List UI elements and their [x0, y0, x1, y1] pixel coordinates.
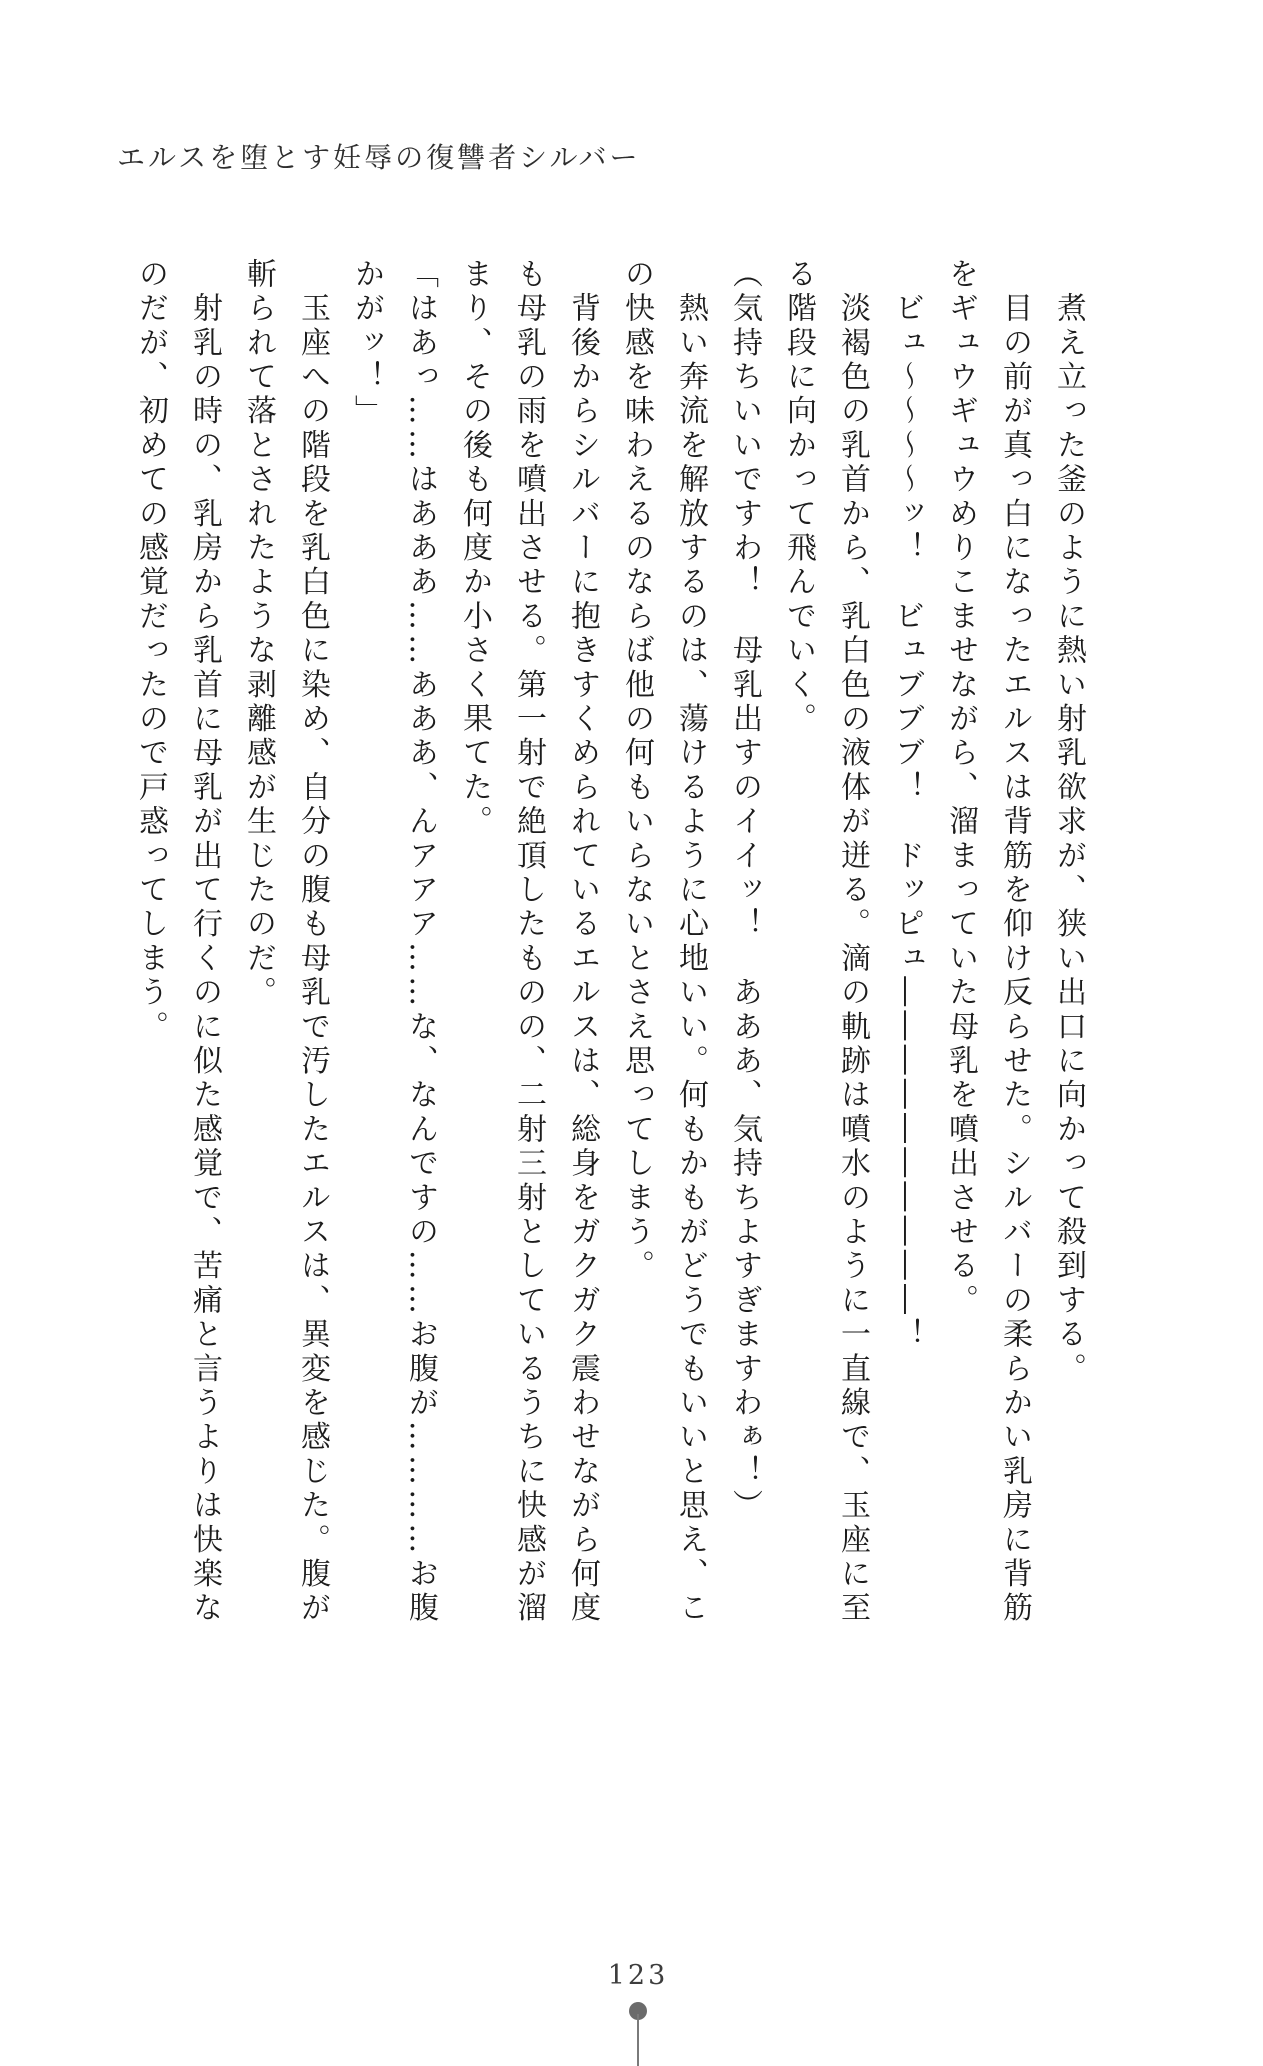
footer-vertical-line — [637, 2014, 639, 2066]
text-line: る階段に向かって飛んでいく。 — [781, 258, 816, 737]
text-line: 「はあっ……はあああ……あああ、んアアア……な、なんですの……お腹が…………お腹 — [403, 258, 438, 1626]
text-line: まり、その後も何度か小さく果てた。 — [457, 258, 492, 840]
text-line: のだが、初めての感覚だったので戸惑ってしまう。 — [133, 258, 168, 1045]
text-line: 斬られて落とされたような剥離感が生じたのだ。 — [241, 258, 276, 1011]
text-line: 熱い奔流を解放するのは、蕩けるように心地いい。何もかもがどうでもいいと思え、こ — [673, 258, 708, 1626]
text-line: ビュ～～～～ッ！ ビュブブブ！ ドッピュ――――――――――！ — [889, 258, 924, 1353]
text-line: も母乳の雨を噴出させる。第一射で絶頂したものの、二射三射としているうちに快感が溜 — [511, 258, 546, 1626]
text-line: をギュウギュウめりこませながら、溜まっていた母乳を噴出させる。 — [943, 258, 978, 1319]
text-line: 目の前が真っ白になったエルスは背筋を仰け反らせた。シルバーの柔らかい乳房に背筋 — [997, 258, 1032, 1626]
text-line: 射乳の時の、乳房から乳首に母乳が出て行くのに似た感覚で、苦痛と言うよりは快楽な — [187, 258, 222, 1626]
body-text — [123, 258, 1095, 1666]
running-title: エルスを堕とす妊辱の復讐者シルバー — [117, 141, 641, 174]
text-line: 煮え立った釜のように熱い射乳欲求が、狭い出口に向かって殺到する。 — [1051, 258, 1086, 1387]
text-line: 淡褐色の乳首から、乳白色の液体が迸る。滴の軌跡は噴水のように一直線で、玉座に至 — [835, 258, 870, 1626]
text-line: かがッ！」 — [349, 258, 384, 429]
text-line: （気持ちいいですわ！ 母乳出すのイイッ！ あああ、気持ちよすぎますわぁ！） — [727, 258, 762, 1524]
text-line: 玉座への階段を乳白色に染め、自分の腹も母乳で汚したエルスは、異変を感じた。腹が — [295, 258, 330, 1626]
page-number: 123 — [607, 1960, 669, 1991]
text-line: 背後からシルバーに抱きすくめられているエルスは、総身をガクガク震わせながら何度 — [565, 258, 600, 1626]
text-line: の快感を味わえるのならば他の何もいらないとさえ思ってしまう。 — [619, 258, 654, 1284]
